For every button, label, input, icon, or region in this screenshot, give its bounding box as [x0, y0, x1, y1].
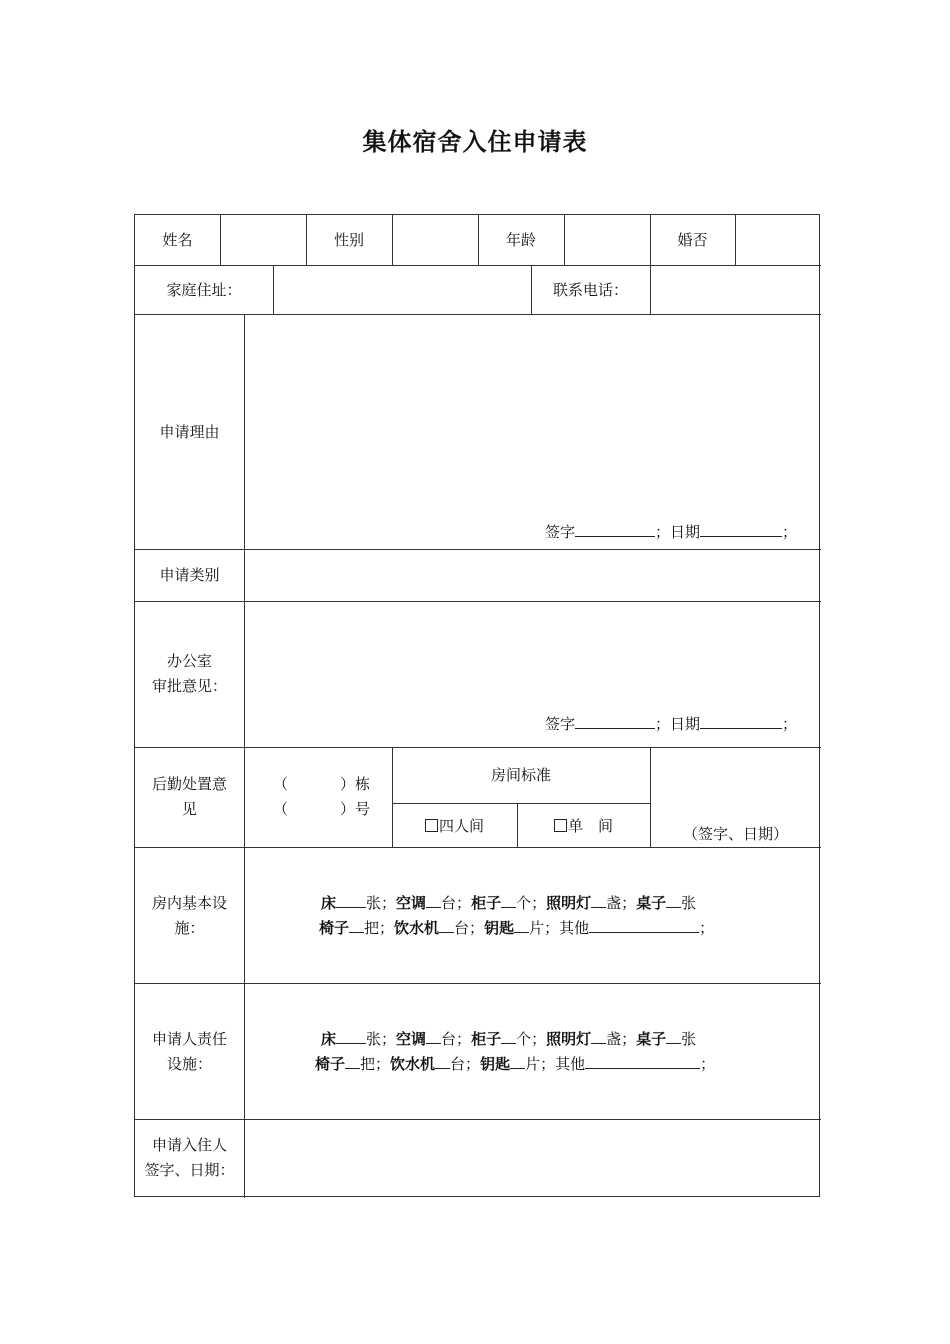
signoff-label-line1: 申请入住人	[151, 1136, 227, 1154]
option-single[interactable]: 单 间	[517, 814, 650, 838]
logistics-sign-date: （签字、日期）	[682, 825, 788, 843]
building-input[interactable]	[287, 773, 337, 795]
logistics-label-line2: 见	[181, 800, 197, 818]
responsibility-line2: 椅子 把；饮水机 台；钥匙 片；其他 ；	[315, 1055, 716, 1073]
reason-field[interactable]	[245, 315, 820, 505]
marital-label: 婚否	[677, 231, 708, 249]
gender-label: 性别	[333, 231, 364, 249]
option-four-person[interactable]: 四人间	[392, 814, 517, 838]
phone-field[interactable]	[651, 266, 820, 313]
building-open: （	[273, 775, 289, 793]
address-field[interactable]	[274, 266, 530, 313]
responsibility-line1: 床 张；空调 台；柜子 个；照明灯 盏；桌子 张	[321, 1030, 697, 1048]
number-close: ）号	[340, 800, 371, 818]
phone-label: 联系电话：	[552, 281, 628, 299]
signoff-label-line2: 签字、日期：	[144, 1161, 235, 1179]
facilities-line1: 床 张；空调 台；柜子 个；照明灯 盏；桌子 张	[321, 894, 697, 912]
office-opinion-field[interactable]	[245, 602, 820, 702]
age-label: 年龄	[505, 231, 536, 249]
facilities-label-line2: 施：	[174, 919, 205, 937]
logistics-label-line1: 后勤处置意	[151, 775, 227, 793]
checkbox-four-person[interactable]	[425, 819, 438, 832]
name-label: 姓名	[162, 231, 193, 249]
reason-label: 申请理由	[159, 423, 220, 441]
category-field[interactable]	[245, 550, 820, 600]
office-label-line2: 审批意见：	[151, 677, 227, 695]
facilities-label-line1: 房内基本设	[151, 894, 227, 912]
reason-signature-line: 签字 ；日期 ；	[545, 523, 798, 541]
number-input[interactable]	[287, 798, 337, 820]
responsibility-label-line2: 设施：	[166, 1055, 212, 1073]
category-label: 申请类别	[159, 566, 220, 584]
name-field[interactable]	[221, 216, 305, 264]
office-signature-line: 签字 ；日期 ；	[545, 715, 798, 733]
facilities-line2: 椅子 把；饮水机 台；钥匙 片；其他 ；	[319, 919, 715, 937]
responsibility-label-line1: 申请人责任	[151, 1030, 227, 1048]
number-open: （	[273, 800, 289, 818]
signoff-field[interactable]	[245, 1120, 820, 1197]
address-label: 家庭住址：	[166, 281, 242, 299]
gender-field[interactable]	[393, 216, 477, 264]
checkbox-single[interactable]	[554, 819, 567, 832]
application-form	[134, 214, 820, 1197]
age-field[interactable]	[565, 216, 649, 264]
page-title: 集体宿舍入住申请表	[362, 127, 588, 156]
marital-field[interactable]	[736, 216, 820, 264]
room-standard-label: 房间标准	[490, 766, 551, 784]
office-label-line1: 办公室	[166, 652, 212, 670]
building-close: ）栋	[340, 775, 371, 793]
